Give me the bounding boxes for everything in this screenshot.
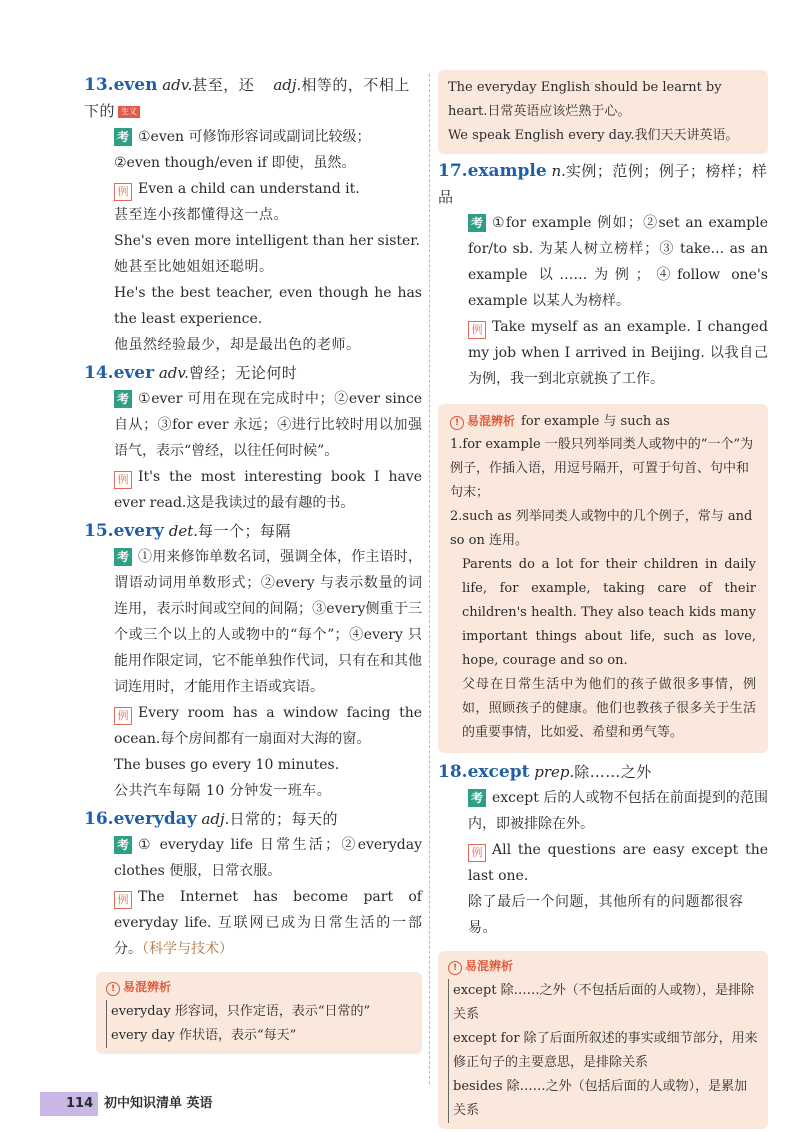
kao-icon: 考 bbox=[114, 128, 132, 146]
li-icon: 例 bbox=[468, 844, 486, 862]
entry-ever bbox=[84, 360, 422, 516]
entry-head: 14.ever adv.曾经；无论何时 bbox=[84, 363, 298, 383]
examples: 例 It's the most interesting book I have ever read.这是我读过的最有趣的书。 bbox=[114, 469, 422, 511]
usage-note: 考 ①用来修饰单数名词，强调全体，作主语时，谓语动词用单数形式；②every 与表示数量的词连用，表示时间或空间的间隔；③every侧重于三个或三个以上的人或物中的“每个”；④every 只能用作限定词，它不能单独作代词，只有在和其他词连用时，才能用作主语或宾语。 bbox=[114, 549, 422, 695]
headword: every bbox=[113, 521, 164, 541]
headword: even bbox=[113, 75, 158, 95]
entry-head: 17.example n.实例；范例；例子；榜样；样品 bbox=[438, 161, 768, 206]
entry-except bbox=[438, 759, 768, 1129]
new-meaning-tag: 生义 bbox=[118, 106, 140, 118]
entry-example bbox=[438, 158, 768, 753]
headword: example bbox=[467, 161, 547, 181]
usage-note: 考 ①even 可修饰形容词或副词比较级； ②even though/even if 即使，虽然。 bbox=[114, 129, 371, 171]
entry-even bbox=[84, 72, 422, 358]
confusion-note: ! 易混辨析 everyday 形容词，只作定语，表示“日常的” every day 作状语，表示“每天” bbox=[96, 972, 422, 1054]
kao-icon: 考 bbox=[114, 390, 132, 408]
li-icon: 例 bbox=[114, 707, 132, 725]
entry-every bbox=[84, 518, 422, 804]
examples: 例 Every room has a window facing the ocean.每个房间都有一扇面对大海的窗。 The buses go every 10 minutes. 公共汽车每隔 10 分钟发一班车。 bbox=[114, 705, 422, 799]
left-column bbox=[84, 70, 422, 1054]
kao-icon: 考 bbox=[468, 214, 486, 232]
right-column bbox=[438, 70, 768, 1129]
headword: everyday bbox=[113, 809, 197, 829]
alert-icon: ! bbox=[448, 961, 462, 975]
page-number: 114 bbox=[66, 1096, 94, 1111]
kao-icon: 考 bbox=[114, 548, 132, 566]
book-title: 初中知识清单 英语 bbox=[104, 1096, 213, 1111]
usage-note: 考 ①ever 可用在现在完成时中；②ever since 自从；③for ever 永远；④进行比较时用以加强语气，表示“曾经，以往任何时候”。 bbox=[114, 391, 422, 459]
entry-everyday bbox=[84, 806, 422, 1054]
usage-note: 考 ① everyday life 日常生活；②everyday clothes 便服，日常衣服。 bbox=[114, 837, 422, 879]
examples: 例 All the questions are easy except the last one. 除了最后一个问题，其他所有的问题都很容易。 bbox=[468, 842, 768, 936]
examples: 例 Even a child can understand it. 甚至连小孩都懂得这一点。 She's even more intelligent than her sister. 她甚至比她姐姐还聪明。 He's the best teacher, even though he has the least experience. 他虽然经验最少，却是最出色的老师。 bbox=[114, 181, 422, 353]
alert-icon: ! bbox=[106, 982, 120, 996]
kao-icon: 考 bbox=[468, 789, 486, 807]
entry-head: 13.even adv.甚至，还 adj.相等的，不相上下的 生义 bbox=[84, 75, 410, 120]
entry-head: 16.everyday adj.日常的；每天的 bbox=[84, 809, 338, 829]
li-icon: 例 bbox=[468, 321, 486, 339]
entry-head: 18.except prep.除……之外 bbox=[438, 762, 652, 782]
usage-note: 考 except 后的人或物不包括在前面提到的范围内，即被排除在外。 bbox=[468, 790, 768, 832]
alert-icon: ! bbox=[450, 416, 464, 430]
subject-label: （科学与技术） bbox=[142, 941, 233, 957]
examples: 例 Take myself as an example. I changed my job when I arrived in Beijing. 以我自己为例，我一到北京就换了工作。 bbox=[468, 319, 768, 387]
everyday-continued: The everyday English should be learnt by heart.日常英语应该烂熟于心。 We speak English every day.我们天天讲英语。 bbox=[438, 70, 768, 154]
headword: ever bbox=[113, 363, 155, 383]
page-footer bbox=[40, 1092, 300, 1116]
kao-icon: 考 bbox=[114, 836, 132, 854]
confusion-note: ! 易混辨析 for example 与 such as 1.for example 一般只列举同类人或物中的“一个”为例子，作插入语，用逗号隔开，可置于句首、句中和句末； 2.such as 列举同类人或物中的几个例子，常与 and so on 连用。 Parents do a lot for their children in daily life, for example, taking care of their children's health. They also teach kids many important things about life, such as love, hope, courage and so on. 父母在日常生活中为他们的孩子做很多事情，例如，照顾孩子的健康。他们也教孩子很多关于生活的重要事情，比如爱、希望和勇气等。 bbox=[438, 404, 768, 753]
examples: 例 The Internet has become part of everyday life. 互联网已成为日常生活的一部分。（科学与技术） bbox=[114, 889, 422, 957]
column-divider bbox=[429, 74, 430, 1084]
li-icon: 例 bbox=[114, 891, 132, 909]
headword: except bbox=[467, 762, 530, 782]
usage-note: 考 ①for example 例如；②set an example for/to sb. 为某人树立榜样；③ take... as an example 以……为例；④follow one's example 以某人为榜样。 bbox=[468, 215, 768, 309]
entry-head: 15.every det.每一个；每隔 bbox=[84, 521, 292, 541]
confusion-note: ! 易混辨析 except 除……之外（不包括后面的人或物），是排除关系 except for 除了后面所叙述的事实或细节部分，用来修正句子的主要意思，是排除关系 besides 除……之外（包括后面的人或物），是累加关系 bbox=[438, 951, 768, 1129]
li-icon: 例 bbox=[114, 471, 132, 489]
li-icon: 例 bbox=[114, 183, 132, 201]
